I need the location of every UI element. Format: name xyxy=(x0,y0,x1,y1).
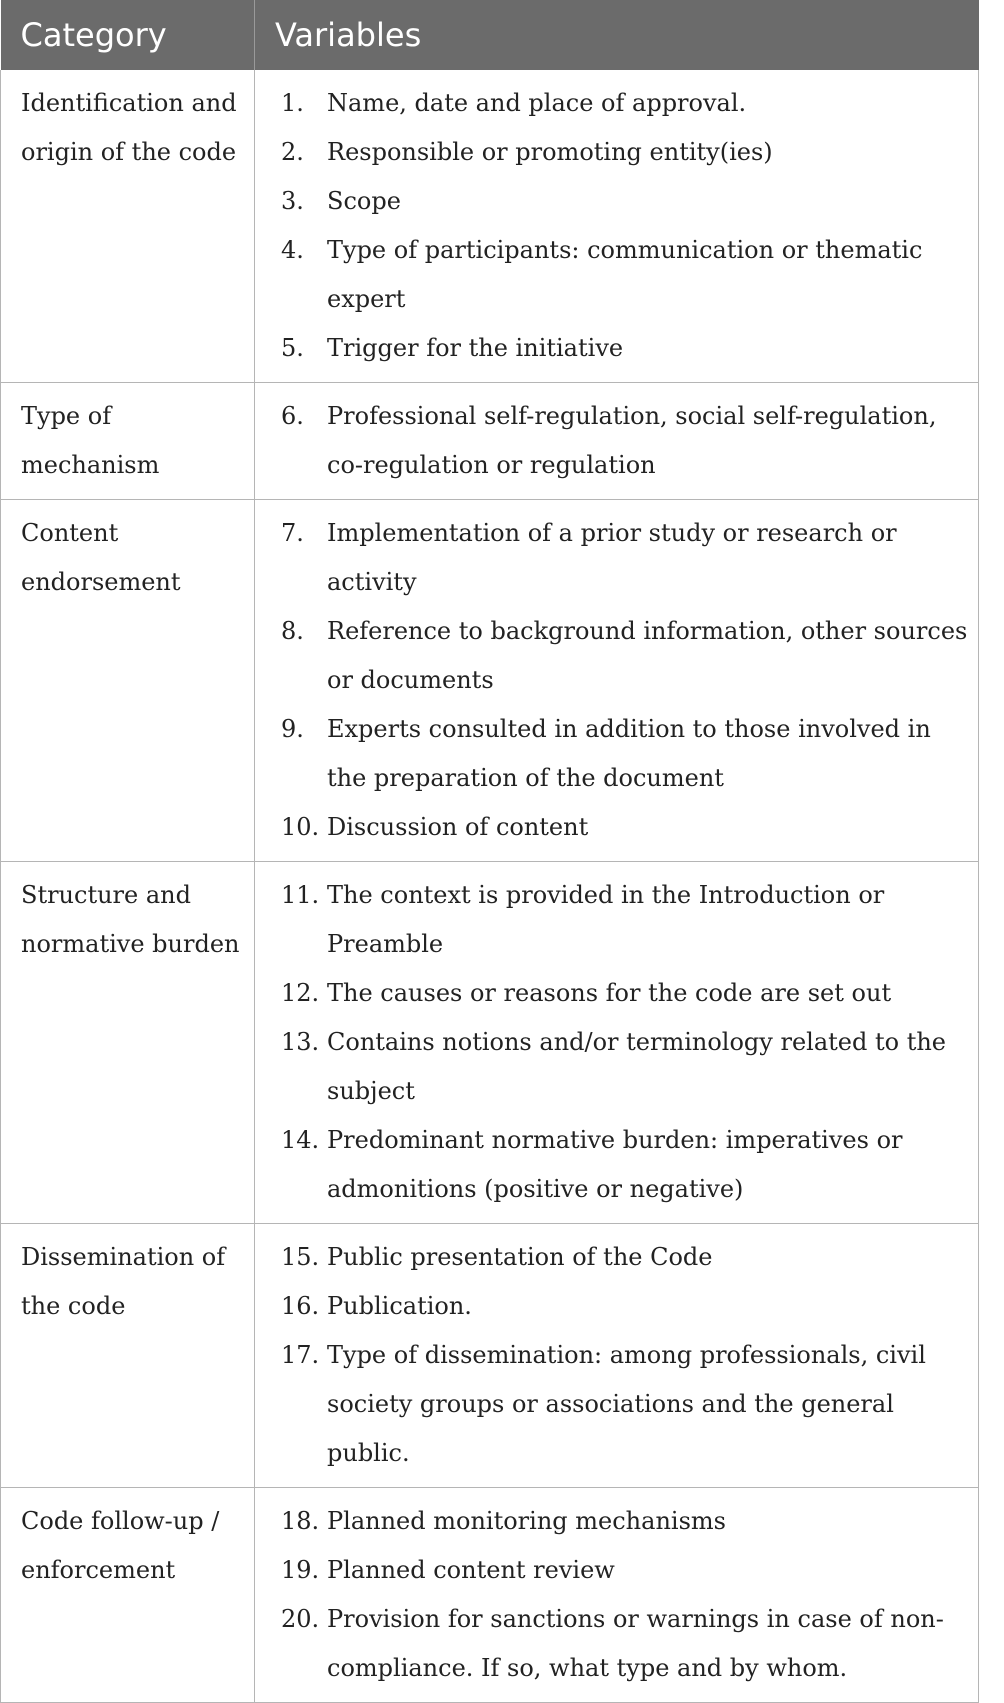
header-category: Category xyxy=(1,0,255,70)
variables-cell xyxy=(255,1488,979,1703)
list-item xyxy=(281,803,968,852)
category-cell: Identification and origin of the code xyxy=(1,70,255,383)
item-number: 4. xyxy=(281,236,304,264)
variables-list xyxy=(281,509,968,852)
item-number: 3. xyxy=(281,187,304,215)
item-number: 8. xyxy=(281,617,304,645)
list-item xyxy=(281,969,968,1018)
item-text: Professional self-regulation, social self-regulation, co-regulation or regulation xyxy=(327,402,937,479)
category-cell: Code follow-up / enforcement xyxy=(1,1488,255,1703)
variables-list xyxy=(281,392,968,490)
variables-list xyxy=(281,1497,968,1693)
list-item xyxy=(281,324,968,373)
item-number: 19. xyxy=(281,1556,320,1584)
item-text: Contains notions and/or terminology related to the subject xyxy=(327,1028,947,1105)
list-item xyxy=(281,1331,968,1478)
list-item xyxy=(281,177,968,226)
item-text: Trigger for the initiative xyxy=(327,334,624,362)
item-number: 20. xyxy=(281,1605,320,1633)
item-text: Experts consulted in addition to those involved in the preparation of the document xyxy=(327,715,931,792)
item-number: 13. xyxy=(281,1028,320,1056)
item-number: 16. xyxy=(281,1292,320,1320)
variables-list xyxy=(281,1233,968,1478)
table-row xyxy=(1,1488,979,1703)
item-number: 9. xyxy=(281,715,304,743)
list-item xyxy=(281,128,968,177)
variables-cell xyxy=(255,383,979,500)
category-cell: Content endorsement xyxy=(1,500,255,862)
item-text: The context is provided in the Introduction or Preamble xyxy=(327,881,885,958)
item-number: 12. xyxy=(281,979,320,1007)
list-item xyxy=(281,226,968,324)
table-row xyxy=(1,862,979,1224)
list-item xyxy=(281,1018,968,1116)
item-text: Provision for sanctions or warnings in case of non-compliance. If so, what type and by whom. xyxy=(327,1605,944,1682)
category-cell: Dissemination of the code xyxy=(1,1224,255,1488)
item-text: Public presentation of the Code xyxy=(327,1243,713,1271)
list-item xyxy=(281,392,968,490)
item-text: Planned monitoring mechanisms xyxy=(327,1507,726,1535)
item-number: 1. xyxy=(281,89,304,117)
item-text: Reference to background information, other sources or documents xyxy=(327,617,968,694)
item-number: 6. xyxy=(281,402,304,430)
list-item xyxy=(281,1497,968,1546)
list-item xyxy=(281,705,968,803)
variables-cell xyxy=(255,500,979,862)
item-number: 10. xyxy=(281,813,320,841)
variables-cell xyxy=(255,70,979,383)
variables-list xyxy=(281,871,968,1214)
list-item xyxy=(281,1282,968,1331)
list-item xyxy=(281,1233,968,1282)
item-text: Predominant normative burden: imperatives or admonitions (positive or negative) xyxy=(327,1126,903,1203)
table-row xyxy=(1,383,979,500)
item-text: Discussion of content xyxy=(327,813,589,841)
list-item xyxy=(281,607,968,705)
item-text: Scope xyxy=(327,187,401,215)
variables-cell xyxy=(255,862,979,1224)
item-text: Implementation of a prior study or research or activity xyxy=(327,519,897,596)
list-item xyxy=(281,871,968,969)
item-text: Name, date and place of approval. xyxy=(327,89,747,117)
item-number: 17. xyxy=(281,1341,320,1369)
item-number: 5. xyxy=(281,334,304,362)
table-row xyxy=(1,70,979,383)
item-text: The causes or reasons for the code are set out xyxy=(327,979,892,1007)
item-number: 11. xyxy=(281,881,320,909)
item-text: Type of dissemination: among professionals, civil society groups or associations and the general public. xyxy=(327,1341,926,1467)
list-item xyxy=(281,1546,968,1595)
table-body xyxy=(1,70,979,1703)
item-number: 2. xyxy=(281,138,304,166)
item-number: 18. xyxy=(281,1507,320,1535)
table-header-row xyxy=(1,0,979,70)
list-item xyxy=(281,1116,968,1214)
list-item xyxy=(281,79,968,128)
header-variables: Variables xyxy=(255,0,979,70)
item-text: Responsible or promoting entity(ies) xyxy=(327,138,773,166)
item-number: 7. xyxy=(281,519,304,547)
table-row xyxy=(1,1224,979,1488)
list-item xyxy=(281,509,968,607)
item-text: Planned content review xyxy=(327,1556,615,1584)
variables-list xyxy=(281,79,968,373)
item-text: Type of participants: communication or thematic expert xyxy=(327,236,923,313)
category-cell: Structure and normative burden xyxy=(1,862,255,1224)
table-row xyxy=(1,500,979,862)
item-number: 14. xyxy=(281,1126,320,1154)
variables-cell xyxy=(255,1224,979,1488)
item-text: Publication. xyxy=(327,1292,472,1320)
item-number: 15. xyxy=(281,1243,320,1271)
category-cell: Type of mechanism xyxy=(1,383,255,500)
